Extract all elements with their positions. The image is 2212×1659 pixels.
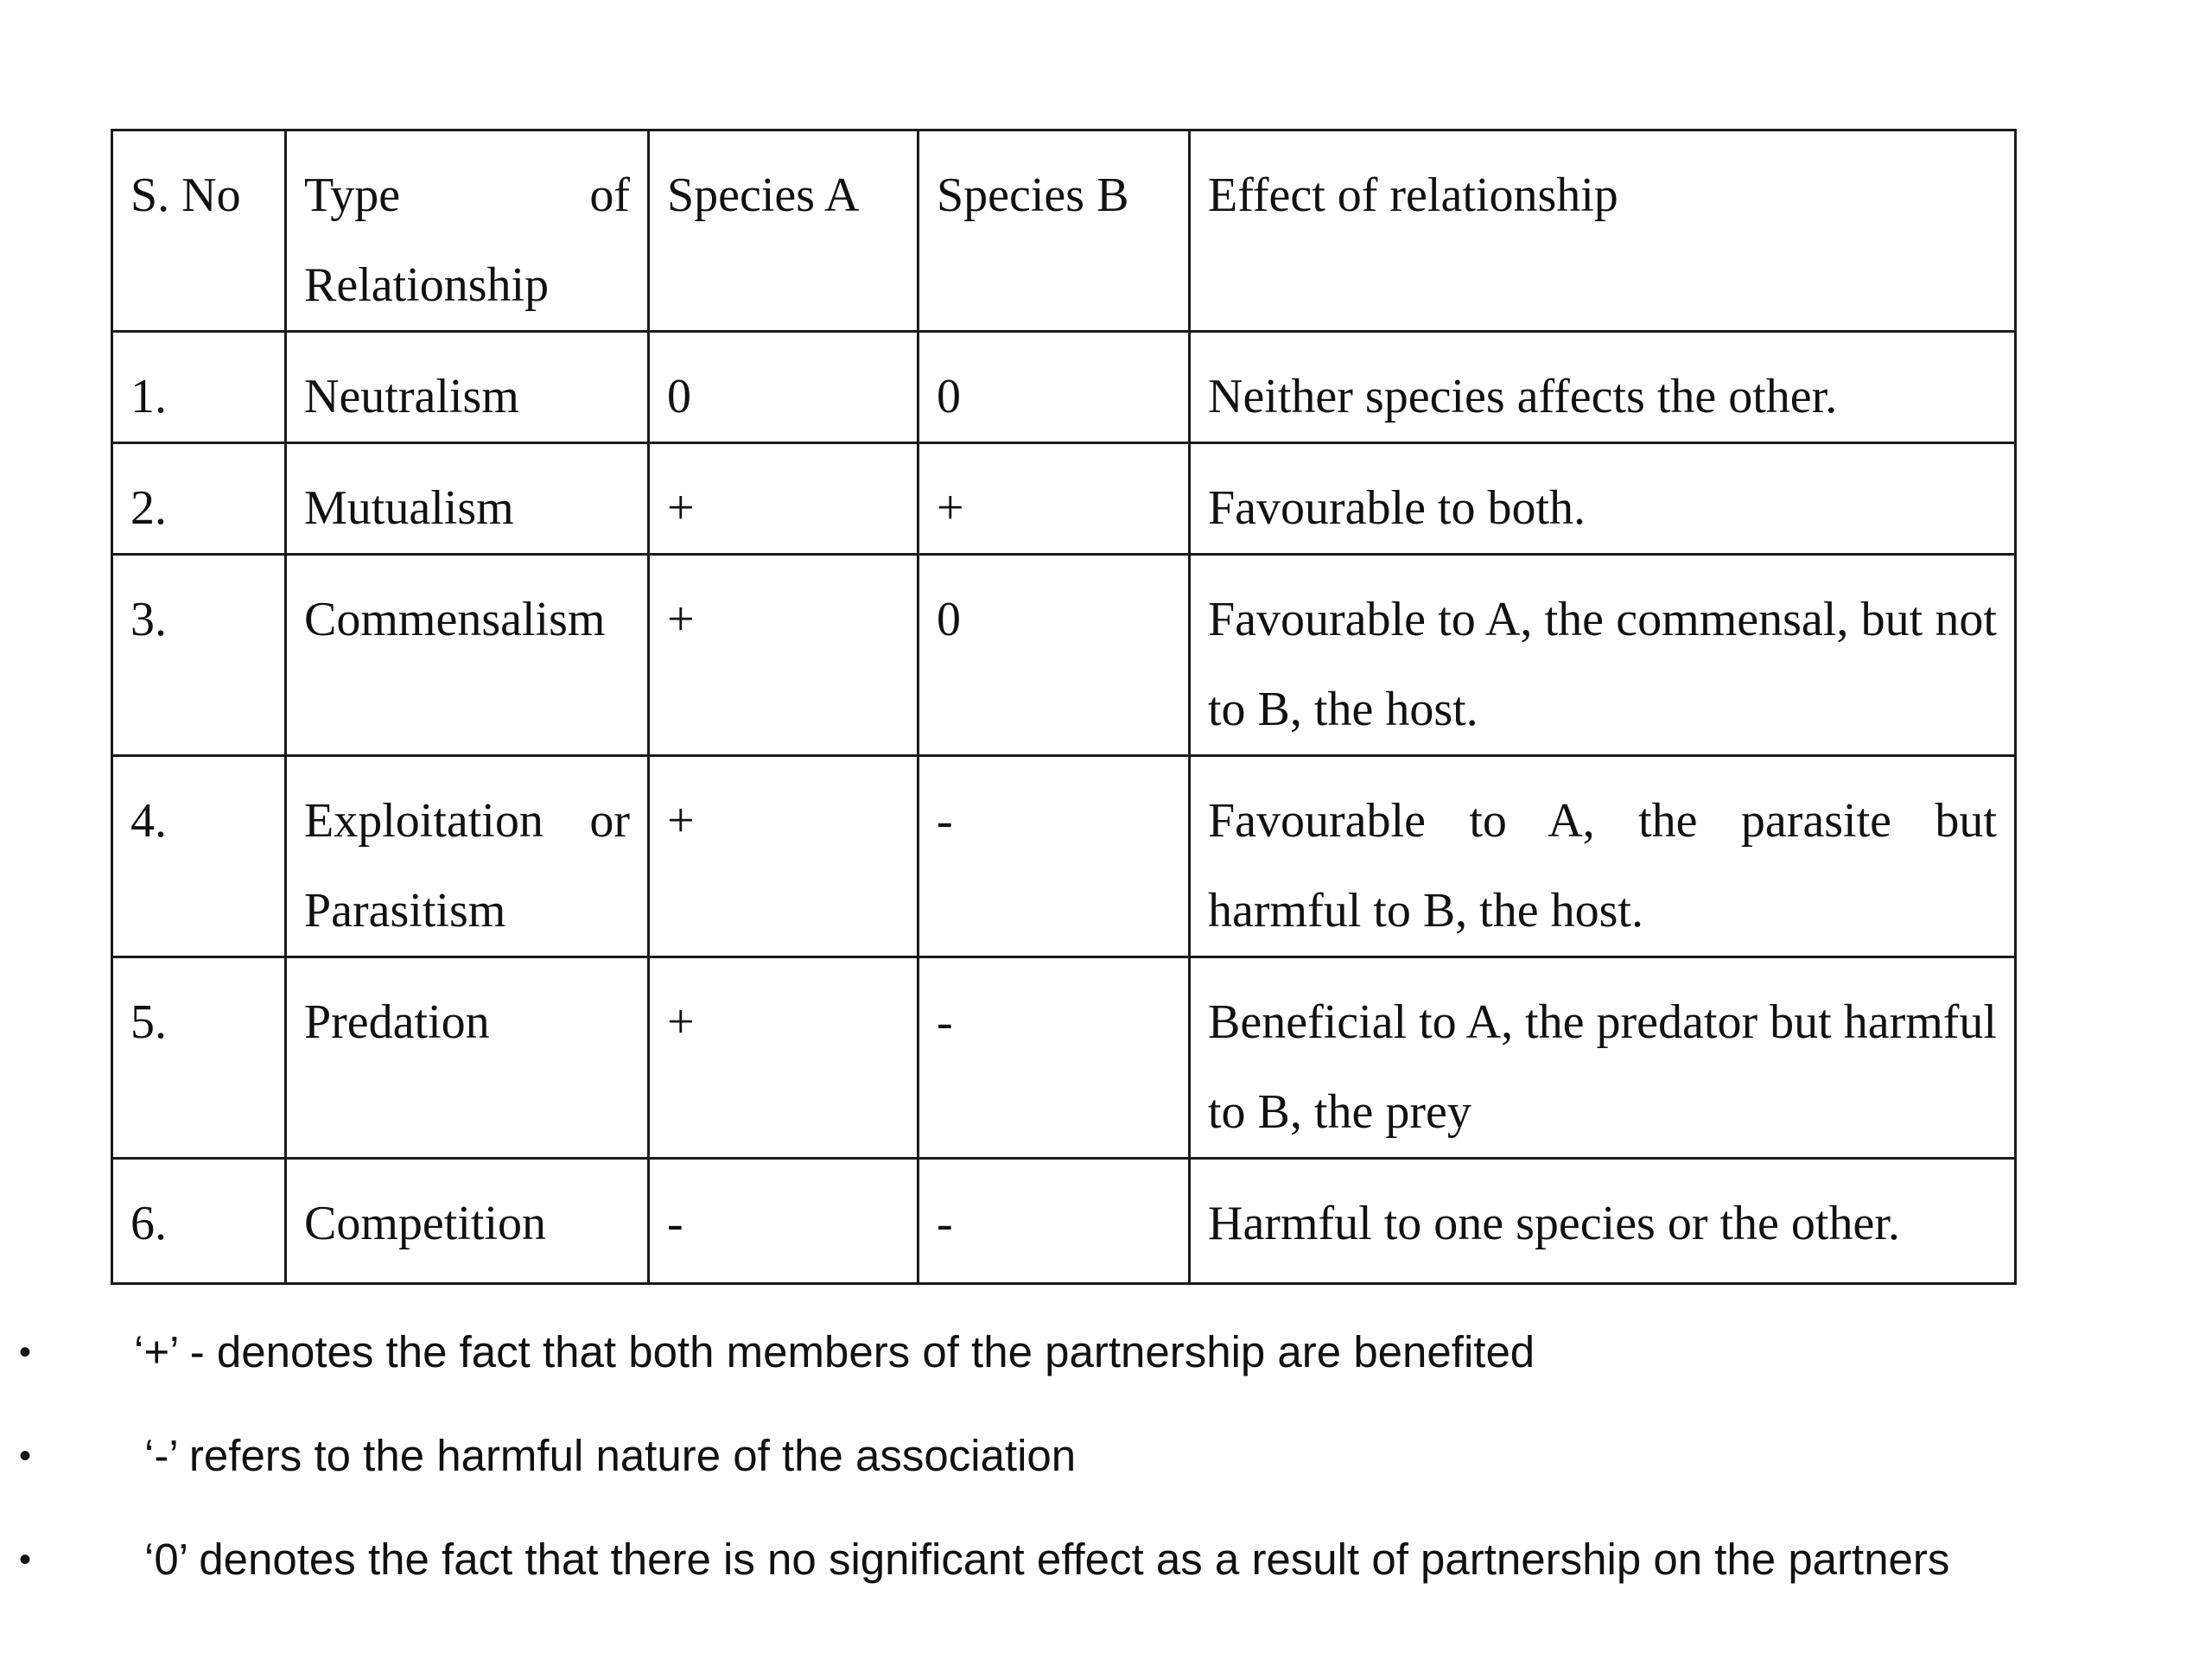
cell-type: Neutralism: [286, 332, 649, 443]
bullet: •: [19, 1333, 32, 1371]
cell-sno: 6.: [112, 1159, 286, 1284]
cell-effect: Favourable to A, the commensal, but not to B, the host.: [1190, 555, 2016, 756]
header-species-a: Species A: [649, 130, 918, 332]
cell-species-a: -: [649, 1159, 918, 1284]
cell-sno: 1.: [112, 332, 286, 443]
cell-sno: 2.: [112, 443, 286, 555]
cell-species-b: -: [918, 1159, 1190, 1284]
cell-effect: Favourable to both.: [1190, 443, 2016, 555]
note-text: ‘-’ refers to the harmful nature of the association: [144, 1431, 1077, 1480]
table-row: [112, 443, 2016, 555]
cell-species-a: 0: [649, 332, 918, 443]
table-row: [112, 957, 2016, 1159]
legend-note-minus: [0, 1426, 2212, 1486]
cell-species-a: +: [649, 957, 918, 1159]
cell-type: Predation: [286, 957, 649, 1159]
cell-effect: Beneficial to A, the predator but harmful to B, the prey: [1190, 957, 2016, 1159]
header-effect: Effect of relationship: [1190, 130, 2016, 332]
cell-type: Commensalism: [286, 555, 649, 756]
bullet: •: [19, 1437, 32, 1475]
cell-species-b: -: [918, 756, 1190, 957]
cell-species-a: +: [649, 756, 918, 957]
legend-note-zero: [0, 1529, 2212, 1590]
cell-effect: Neither species affects the other.: [1190, 332, 2016, 443]
table-row: [112, 1159, 2016, 1284]
table-row: [112, 332, 2016, 443]
cell-species-b: 0: [918, 555, 1190, 756]
cell-species-b: -: [918, 957, 1190, 1159]
cell-species-a: +: [649, 443, 918, 555]
header-species-b: Species B: [918, 130, 1190, 332]
cell-sno: 3.: [112, 555, 286, 756]
header-sno: S. No: [112, 130, 286, 332]
relationship-table: [111, 129, 2017, 1285]
bullet: •: [19, 1541, 32, 1579]
cell-effect: Harmful to one species or the other.: [1190, 1159, 2016, 1284]
cell-species-b: 0: [918, 332, 1190, 443]
note-text: ‘0’ denotes the fact that there is no significant effect as a result of partnership on the partners: [144, 1535, 1950, 1584]
cell-effect: Favourable to A, the parasite but harmful to B, the host.: [1190, 756, 2016, 957]
note-text: ‘+’ - denotes the fact that both members of the partnership are benefited: [134, 1327, 1535, 1376]
table-header-row: [112, 130, 2016, 332]
cell-species-a: +: [649, 555, 918, 756]
header-type: Type of Relationship: [286, 130, 649, 332]
table-row: [112, 756, 2016, 957]
cell-sno: 4.: [112, 756, 286, 957]
cell-sno: 5.: [112, 957, 286, 1159]
legend-note-plus: [0, 1322, 2212, 1382]
table-row: [112, 555, 2016, 756]
cell-species-b: +: [918, 443, 1190, 555]
cell-type: Competition: [286, 1159, 649, 1284]
cell-type: Exploitation or Parasitism: [286, 756, 649, 957]
cell-type: Mutualism: [286, 443, 649, 555]
